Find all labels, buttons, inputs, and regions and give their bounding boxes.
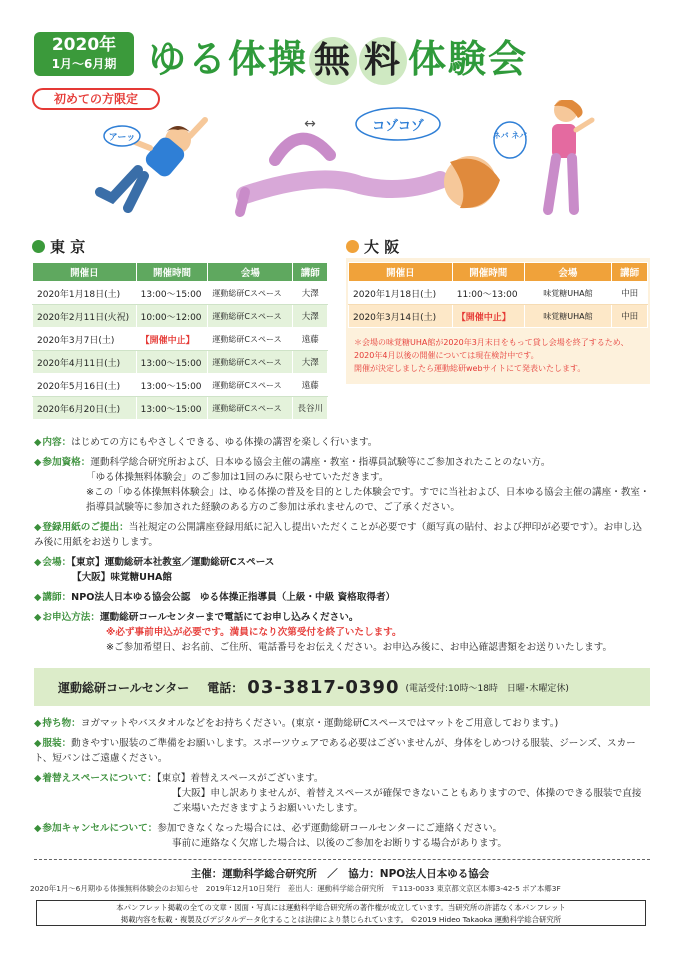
content-item xyxy=(34,435,650,450)
exercise-illustration xyxy=(0,100,680,230)
content-label: ◆ 内容： xyxy=(34,437,71,448)
tel-hours: (電話受付:10時〜18時 日曜･木曜定休) xyxy=(405,683,569,694)
title-post: 体験会 xyxy=(408,37,529,81)
cell-date: 2020年5月16日(土) xyxy=(33,374,137,397)
bubble-right-text xyxy=(493,130,528,140)
cell-date: 2020年3月7日(土) xyxy=(33,328,137,351)
bring-item xyxy=(34,716,650,731)
table-row xyxy=(349,282,648,305)
cell-instructor: 大澤 xyxy=(293,282,328,305)
eligibility-text-1: 運動科学総合研究所および、日本ゆる協会主催の講座・教室・指導員試験等にご参加されたことのない方。 xyxy=(90,457,551,468)
months-text: 1月〜6月期 xyxy=(51,57,117,71)
header-instructor: 講師 xyxy=(293,263,328,282)
apply-label: ◆ お申込方法： xyxy=(34,612,100,623)
cell-date: 2020年6月20日(土) xyxy=(33,397,137,420)
cancel-text-2: 事前に連絡なく欠席した場合は、以後のご参加をお断りする場合があります。 xyxy=(172,838,508,849)
tokyo-schedule-table xyxy=(32,262,328,420)
cell-time-cancelled: 【開催中止】 xyxy=(136,328,208,351)
instructor-label: ◆ 講師： xyxy=(34,592,71,603)
cell-instructor: 遠藤 xyxy=(293,374,328,397)
cell-venue: 運動総研Cスペース xyxy=(208,374,293,397)
clothes-text: 動きやすい服装のご準備をお願いします。スポーツウェアである必要はございませんが、身体をしめつける服装、ジーンズ、スカート、短パンはご遠慮ください。 xyxy=(34,738,636,764)
apply-text-1: 運動総研コールセンターまで電話にてお申し込みください。 xyxy=(99,612,359,623)
apply-item xyxy=(34,610,650,655)
change-text-2: 【大阪】申し訳ありませんが、着替えスペースが確保できないこともありますので、体操のできる服装で直接ご来場いただきますようお願いいたします。 xyxy=(172,788,642,814)
cell-instructor: 遠藤 xyxy=(293,328,328,351)
header-date: 開催日 xyxy=(349,263,453,282)
header-venue: 会場 xyxy=(208,263,293,282)
bring-text: ヨガマットやバスタオルなどをお持ちください。(東京・運動総研Cスペースではマットをご用意しております。) xyxy=(80,718,559,729)
tel-label: 電話： xyxy=(207,680,244,695)
eligibility-label: ◆ 参加資格： xyxy=(34,457,90,468)
page-title xyxy=(148,28,528,85)
table-header xyxy=(349,263,648,282)
cell-venue: 運動総研Cスペース xyxy=(208,397,293,420)
cancel-text-1: 参加できなくなった場合には、必ず運動総研コールセンターにご連絡ください。 xyxy=(157,823,503,834)
bubble-left xyxy=(104,126,140,146)
copyright-box xyxy=(36,900,646,926)
cell-time: 11:00〜13:00 xyxy=(452,282,524,305)
form-item xyxy=(34,520,650,550)
standing-woman xyxy=(548,100,592,210)
bubble-center xyxy=(356,108,440,140)
bring-label: ◆ 持ち物： xyxy=(34,718,81,729)
cell-instructor: 大澤 xyxy=(293,305,328,328)
clothes-item xyxy=(34,736,650,766)
cancel-item xyxy=(34,821,650,851)
header-date: 開催日 xyxy=(33,263,137,282)
eligibility-text-3: ※この「ゆる体操無料体験会」は、ゆる体操の普及を目的とした体験会です。すでに当社および、日本ゆる協会主催の講座・教室・指導員試験等に参加された経験のある方のご参加は承れませんので、ご了承ください。 xyxy=(86,487,650,513)
change-text-1: 【東京】着替えスペースがございます。 xyxy=(156,773,324,784)
form-text: 当社規定の公開講座登録用紙に記入し提出いただくことが必要です（顔写真の貼付、および押印が必要です）。お申し込み後に用紙をお送りします。 xyxy=(34,522,642,548)
header-venue: 会場 xyxy=(524,263,611,282)
call-center-bar xyxy=(34,668,650,706)
cell-time: 13:00〜15:00 xyxy=(136,374,208,397)
change-item xyxy=(34,771,650,816)
first-timer-tag: 初めての方限定 xyxy=(32,88,160,110)
header-time: 開催時間 xyxy=(136,263,208,282)
table-row xyxy=(349,305,648,328)
venue-text-2: 【大阪】味覚糖UHA館 xyxy=(72,572,172,583)
bubble-left-text: アーッ xyxy=(108,133,136,143)
bubble-center-text: コゾコゾ xyxy=(372,119,424,134)
footer-divider xyxy=(34,859,650,860)
cell-date: 2020年1月18日(土) xyxy=(349,282,453,305)
osaka-note-1: ＊会場の味覚糖UHA館が2020年3月末日をもって貸し会場を終了するため、2020年4月以後の開催については現在検討中です。 xyxy=(354,338,629,360)
instructor-text: NPO法人日本ゆる協会公認 ゆる体操正指導員（上級・中級 資格取得者） xyxy=(71,592,396,603)
apply-text-3: ※ご参加希望日、お名前、ご住所、電話番号をお伝えください。お申込み後に、お申込確認書類をお送りいたします。 xyxy=(106,642,613,653)
form-label: ◆ 登録用紙のご提出： xyxy=(34,522,129,533)
cell-time: 13:00〜15:00 xyxy=(136,351,208,374)
cell-time-cancelled: 【開催中止】 xyxy=(452,305,524,328)
table-header xyxy=(33,263,328,282)
info-section-2 xyxy=(34,716,650,851)
change-label: ◆ 着替えスペースについて： xyxy=(34,773,157,784)
move-arrow: ↔ xyxy=(304,116,316,132)
tokyo-heading-text: 東 京 xyxy=(50,238,86,256)
call-center-name: 運動総研コールセンター xyxy=(58,680,190,695)
cell-instructor: 大澤 xyxy=(293,351,328,374)
cell-time: 13:00〜15:00 xyxy=(136,397,208,420)
table-row xyxy=(33,351,328,374)
venue-item xyxy=(34,555,650,585)
cell-venue: 味覚糖UHA館 xyxy=(524,282,611,305)
table-row xyxy=(33,374,328,397)
title-pre: ゆる体操 xyxy=(148,37,309,81)
cell-time: 13:00〜15:00 xyxy=(136,282,208,305)
osaka-heading xyxy=(346,236,399,257)
green-dot-icon xyxy=(32,240,45,253)
osaka-heading-text: 大 阪 xyxy=(364,238,400,256)
table-row xyxy=(33,397,328,420)
tokyo-heading xyxy=(32,236,85,257)
cell-venue: 運動総研Cスペース xyxy=(208,282,293,305)
instructor-item xyxy=(34,590,650,605)
free-char-1: 無 xyxy=(309,37,357,85)
issue-info: 2020年1月〜6月期ゆる体操無料体験会のお知らせ 2019年12月10日発行 差出人：運動科学総合研究所 〒113-0033 東京都文京区本郷3-42-5 ボア本郷3F xyxy=(30,884,561,893)
organizer-line: 主催：運動科学総合研究所 ／ 協力：NPO法人日本ゆる協会 xyxy=(190,868,490,880)
cell-venue: 運動総研Cスペース xyxy=(208,328,293,351)
orange-dot-icon xyxy=(346,240,359,253)
clothes-label: ◆ 服装： xyxy=(34,738,71,749)
apply-text-2: ※必ず事前申込が必要です。満員になり次第受付を終了いたします。 xyxy=(106,627,402,638)
osaka-note xyxy=(354,336,646,375)
osaka-note-2: 開催が決定しましたら運動総研webサイトにて発表いたします。 xyxy=(354,364,586,373)
cell-venue: 運動総研Cスペース xyxy=(208,305,293,328)
year-badge xyxy=(34,32,134,76)
copyright-line-1: 本パンフレット掲載の全ての文章・図面・写真には運動科学総合研究所の著作権が成立しています。当研究所の許諾なく本パンフレット xyxy=(116,903,566,912)
cell-date: 2020年3月14日(土) xyxy=(349,305,453,328)
osaka-schedule-table xyxy=(348,262,648,328)
bubble-right-line: ネバ ネバ xyxy=(492,131,528,140)
bubble-right xyxy=(493,122,528,158)
copyright-line-2: 掲載内容を転載・複製及びデジタルデータ化することは法律により禁じられています。 ©2019 Hideo Takaoka 運動科学総合研究所 xyxy=(120,914,562,924)
eligibility-item xyxy=(34,455,650,515)
year-text: 2020年 xyxy=(51,35,117,55)
cancel-label: ◆ 参加キャンセルについて： xyxy=(34,823,157,834)
free-char-2: 料 xyxy=(359,37,407,85)
tel-number[interactable]: 03-3817-0390 xyxy=(247,676,400,698)
table-row xyxy=(33,328,328,351)
cell-time: 10:00〜12:00 xyxy=(136,305,208,328)
venue-text-1: 【東京】運動総研本社教室／運動総研Cスペース xyxy=(71,557,275,568)
cell-venue: 運動総研Cスペース xyxy=(208,351,293,374)
table-row xyxy=(33,282,328,305)
cell-instructor: 中田 xyxy=(612,282,648,305)
eligibility-text-2: 「ゆる体操無料体験会」のご参加は1回のみに限らせていただきます。 xyxy=(86,472,389,483)
venue-label: ◆ 会場： xyxy=(34,557,71,568)
header-instructor: 講師 xyxy=(612,263,648,282)
cell-date: 2020年2月11日(火祝) xyxy=(33,305,137,328)
table-row xyxy=(33,305,328,328)
content-text: はじめての方にもやさしくできる、ゆる体操の講習を楽しく行います。 xyxy=(71,437,378,448)
info-section xyxy=(34,435,650,655)
header-time: 開催時間 xyxy=(452,263,524,282)
cell-instructor: 中田 xyxy=(612,305,648,328)
cell-instructor: 長谷川 xyxy=(293,397,328,420)
cell-venue: 味覚糖UHA館 xyxy=(524,305,611,328)
cell-date: 2020年1月18日(土) xyxy=(33,282,137,305)
cell-date: 2020年4月11日(土) xyxy=(33,351,137,374)
